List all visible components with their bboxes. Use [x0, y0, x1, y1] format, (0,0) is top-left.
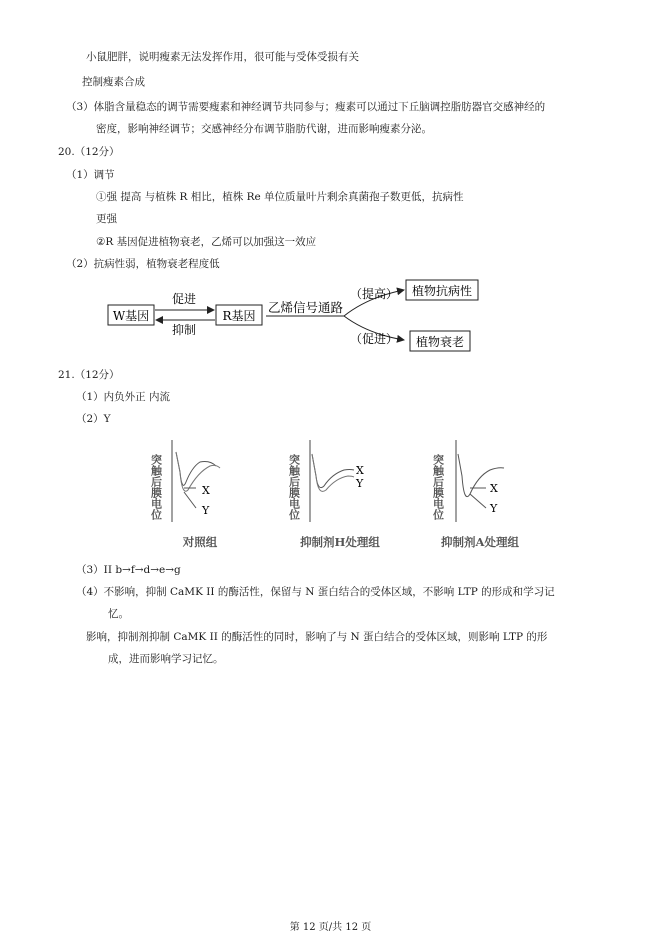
answer-line: 影响，抑制剂抑制 CaMK II 的酶活性的同时，影响了与 N 蛋白结合的受体区域，则影响 LTP 的形 [86, 631, 548, 643]
resistance-label: 植物抗病性 [411, 284, 473, 298]
label-x: X [490, 482, 498, 495]
answer-line: （3）体脂含量稳态的调节需要瘦素和神经调节共同参与；瘦素可以通过下丘脑调控脂肪器官交感神经的 [66, 101, 546, 113]
w-gene-label: W基因 [112, 309, 150, 323]
answer-line: 小鼠肥胖，说明瘦素无法发挥作用，很可能与受体受损有关 [86, 51, 359, 63]
answer-line: 密度，影响神经调节；交感神经分布调节脂肪代谢，进而影响瘦素分泌。 [96, 123, 432, 135]
y-axis-label: 突触后膜电位 [431, 454, 445, 520]
label-y: Y [490, 502, 498, 515]
aging-label: 植物衰老 [415, 335, 465, 349]
label-x: X [202, 484, 210, 497]
answer-line: 控制瘦素合成 [82, 76, 145, 88]
label-x: X [356, 464, 364, 477]
inhibit-label: 抑制 [171, 323, 197, 337]
r-gene-label: R基因 [222, 309, 256, 323]
graph-caption: 抑制剂A处理组 [441, 535, 519, 549]
question-number: 20.（12分） [58, 146, 120, 158]
label-y: Y [202, 504, 210, 517]
question-number: 21.（12分） [58, 369, 120, 381]
answer-line: （1）调节 [66, 169, 115, 181]
leader-y [184, 492, 196, 508]
answer-line: ②R 基因促进植物衰老，乙烯可以加强这一效应 [96, 236, 317, 248]
graph-inhibitor-h [280, 432, 420, 552]
answer-line: （2）Y [76, 413, 111, 425]
answer-line: （1）内负外正 内流 [76, 391, 171, 403]
graph-control [140, 432, 280, 552]
y-axis-label: 突触后膜电位 [287, 454, 301, 520]
curve-x [176, 452, 216, 485]
promote2-label: （促进） [350, 332, 399, 346]
promote-label: 促进 [171, 292, 197, 306]
leader-y [470, 494, 486, 508]
label-y: Y [356, 477, 364, 490]
gene-pathway-diagram [100, 272, 520, 362]
answer-line: 更强 [96, 213, 117, 225]
graph-inhibitor-a [420, 432, 560, 552]
answer-line: 成，进而影响学习记忆。 [108, 653, 224, 665]
graph-caption: 抑制剂H处理组 [300, 535, 380, 549]
answer-line: （4）不影响，抑制 CaMK II 的酶活性，保留与 N 蛋白结合的受体区域，不影响 LTP 的形成和学习记 [76, 586, 555, 598]
raise-label: （提高） [350, 287, 399, 301]
answer-line: （2）抗病性弱，植物衰老程度低 [66, 258, 220, 270]
answer-line: 忆。 [108, 608, 129, 620]
answer-line: （3）II b→f→d→e→g [76, 564, 181, 576]
pathway-label: 乙烯信号通路 [268, 300, 344, 315]
answer-line: ①强 提高 与植株 R 相比，植株 Re 单位质量叶片剩余真菌孢子数更低，抗病性 [96, 191, 464, 203]
page-footer: 第 12 页/共 12 页 [289, 922, 372, 933]
graph-caption: 对照组 [182, 535, 218, 549]
y-axis-label: 突触后膜电位 [149, 454, 163, 520]
